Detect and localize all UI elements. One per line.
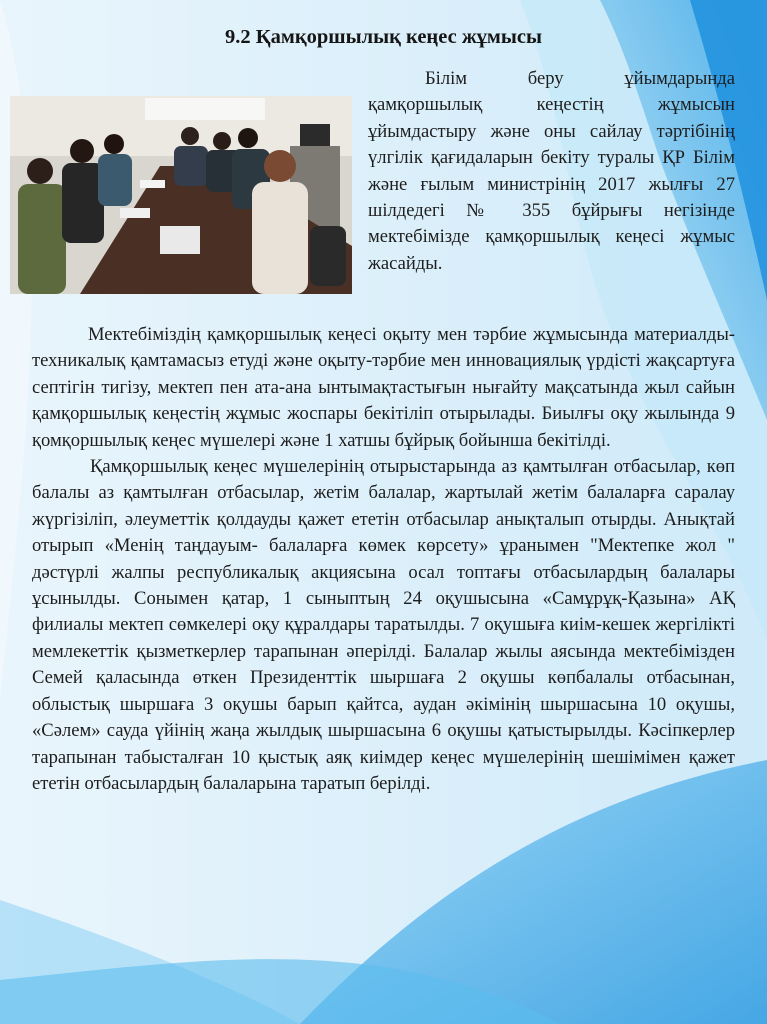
body-text xyxy=(32,322,735,797)
paragraph-1: Мектебіміздің қамқоршылық кеңесі оқыту мен тәрбие жұмысында материалды-техникалық қамтамасыз етуді және оқыту-тәрбие мен инновациялық үрдісті жақсартуға септігін тигізу, мектеп пен ата-ана ынтымақтастығын нығайту мақсатында жыл сайын қамқоршылық кеңестің жұмыс жоспары бекітіліп отырылады. Биылғы оқу жылында 9 қомқоршылық кеңес мүшелері және 1 хатшы бұйрық бойынша бекітілді. xyxy=(32,324,735,451)
intro-text: Білім беру ұйымдарында қамқоршылық кеңестің жұмысын ұйымдастыру және оны сайлау тәртібінің үлгілік қағидаларын бекіту туралы ҚР Білім және ғылым министрінің 2017 жылғы 27 шілдедегі № 355 бұйрығы негізінде мектебімізде қамқоршылық кеңесі жұмыс жасайды. xyxy=(368,68,735,274)
meeting-photo xyxy=(10,96,352,294)
page-title: 9.2 Қамқоршылық кеңес жұмысы xyxy=(224,26,543,48)
paragraph-2: Қамқоршылық кеңес мүшелерінің отырыстарында аз қамтылған отбасылар, көп балалы аз қамтылған отбасылар, жетім балалар, жартылай жетім балаларға саралау жүргізіліп, әлеуметтік қолдауды қажет ететін отбасылар анықталып отырды. Анықтай отырып «Менің таңдауым- балаларға көмек көрсету» ұранымен "Мектепке жол " дәстүрлі жалпы республикалық акциясына осал топтағы отбасылардың балалары ұсынылды. Сонымен қатар, 1 сыныптың 24 оқушысына «Самұрұқ-Қазына» АҚ филиалы мектеп сөмкелері оқу құралдары таратылды. 7 оқушыға киім-кешек жергілікті мемлекеттік қызметкерлер тарапынан әперілді. Балалар жылы аясында мектебімізден Семей қаласында өткен Президенттік шыршаға 2 оқушы көпбалалы отбасынан, облыстық шыршаға 3 оқушы барып қайтса, аудан әкімінің шыршасына 10 оқушы, «Сәлем» сауда үйінің жаңа жылдық шыршасына 6 оқушы қатыстырылды. Кәсіпкерлер тарапынан табысталған 10 қыстық аяқ киімдер кеңес мүшелерінің шешімімен қажет ететін отбасылардың балаларына таратып берілді. xyxy=(32,456,735,794)
